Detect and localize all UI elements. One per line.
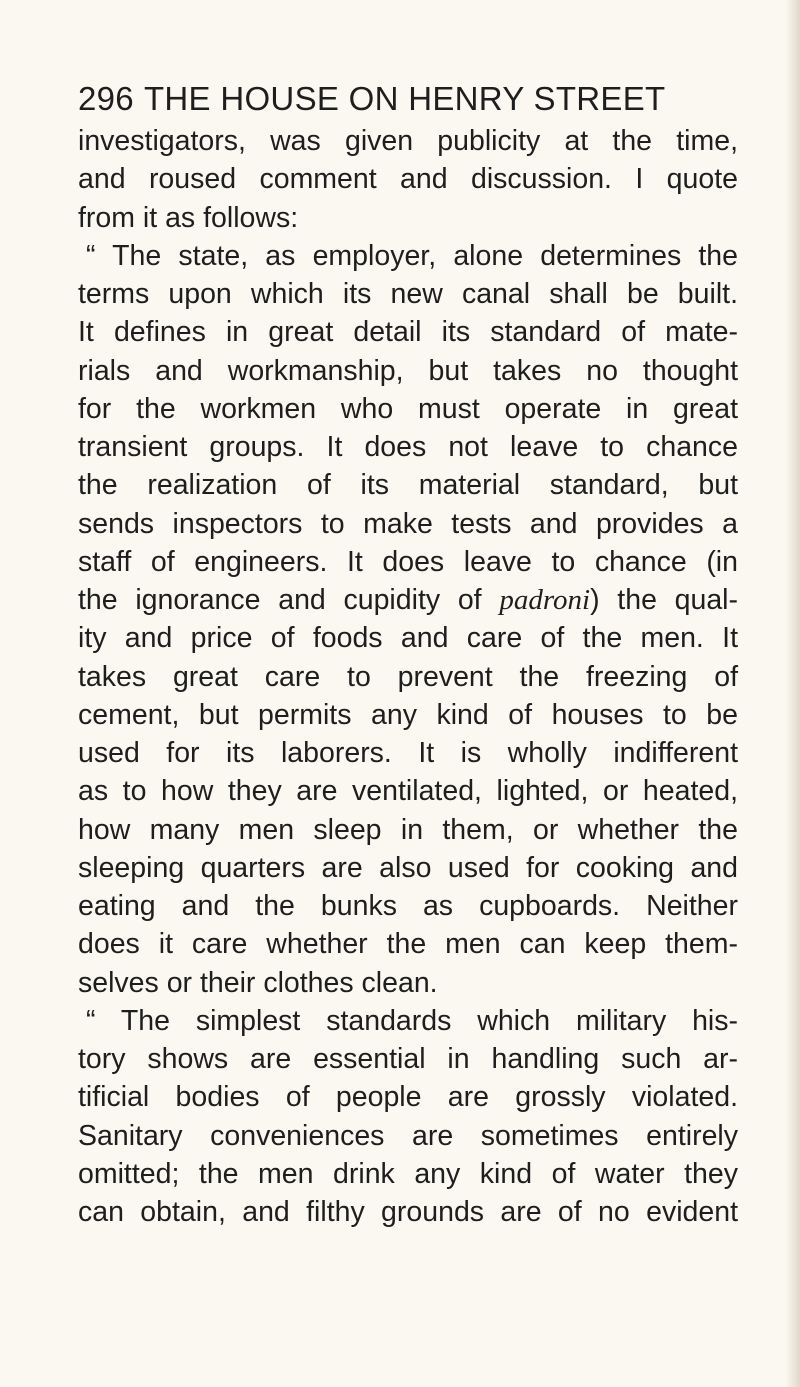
text-line: investigators, was given publicity at the time, [78, 125, 738, 157]
text-line: ity and price of foods and care of the men. It [78, 622, 738, 655]
text-line: selves or their clothes clean. [78, 966, 438, 999]
text-segment: ) the qual- [590, 584, 738, 616]
italic-term: padroni [499, 584, 591, 616]
running-title: THE HOUSE ON HENRY STREET [143, 80, 666, 117]
text-line: takes great care to prevent the freezing of [78, 660, 738, 693]
text-segment: the ignorance and cupidity of [78, 584, 500, 616]
text-line: transient groups. It does not leave to chance [78, 431, 738, 463]
text-line: and roused comment and discussion. I quote [78, 163, 738, 196]
text-line: how many men sleep in them, or whether the [78, 813, 738, 846]
text-line: tory shows are essential in handling such ar- [78, 1043, 738, 1075]
text-line: terms upon which its new canal shall be built. [78, 278, 738, 310]
text-line: eating and the bunks as cupboards. Neither [78, 890, 738, 922]
page-edge-shadow [786, 0, 800, 1387]
text-line: from it as follows: [78, 201, 299, 234]
text-line: for the workmen who must operate in great [78, 392, 738, 425]
text-line: It defines in great detail its standard of mate- [78, 316, 738, 349]
text-line: “ The state, as employer, alone determines the [86, 239, 738, 272]
text-line: Sanitary conveniences are sometimes entirely [78, 1119, 738, 1152]
text-line: cement, but permits any kind of houses to be [78, 698, 738, 731]
running-head [78, 80, 666, 118]
text-line: sends inspectors to make tests and provides a [78, 507, 738, 540]
text-line: staff of engineers. It does leave to chance (in [78, 545, 738, 578]
text-line [78, 581, 738, 619]
text-line: as to how they are ventilated, lighted, or heated, [78, 775, 738, 808]
text-line: tificial bodies of people are grossly violated. [78, 1081, 738, 1114]
text-line: “ The simplest standards which military his- [86, 1004, 738, 1037]
text-line: rials and workmanship, but takes no thought [78, 354, 738, 387]
text-line: can obtain, and filthy grounds are of no evident [78, 1196, 738, 1228]
page-number: 296 [78, 80, 134, 117]
body-text [78, 122, 738, 1231]
text-line: sleeping quarters are also used for cooking and [78, 851, 738, 884]
text-line: used for its laborers. It is wholly indifferent [78, 737, 738, 769]
text-line: omitted; the men drink any kind of water they [78, 1157, 738, 1190]
text-line: the realization of its material standard, but [78, 469, 738, 502]
text-line: does it care whether the men can keep them- [78, 928, 738, 961]
